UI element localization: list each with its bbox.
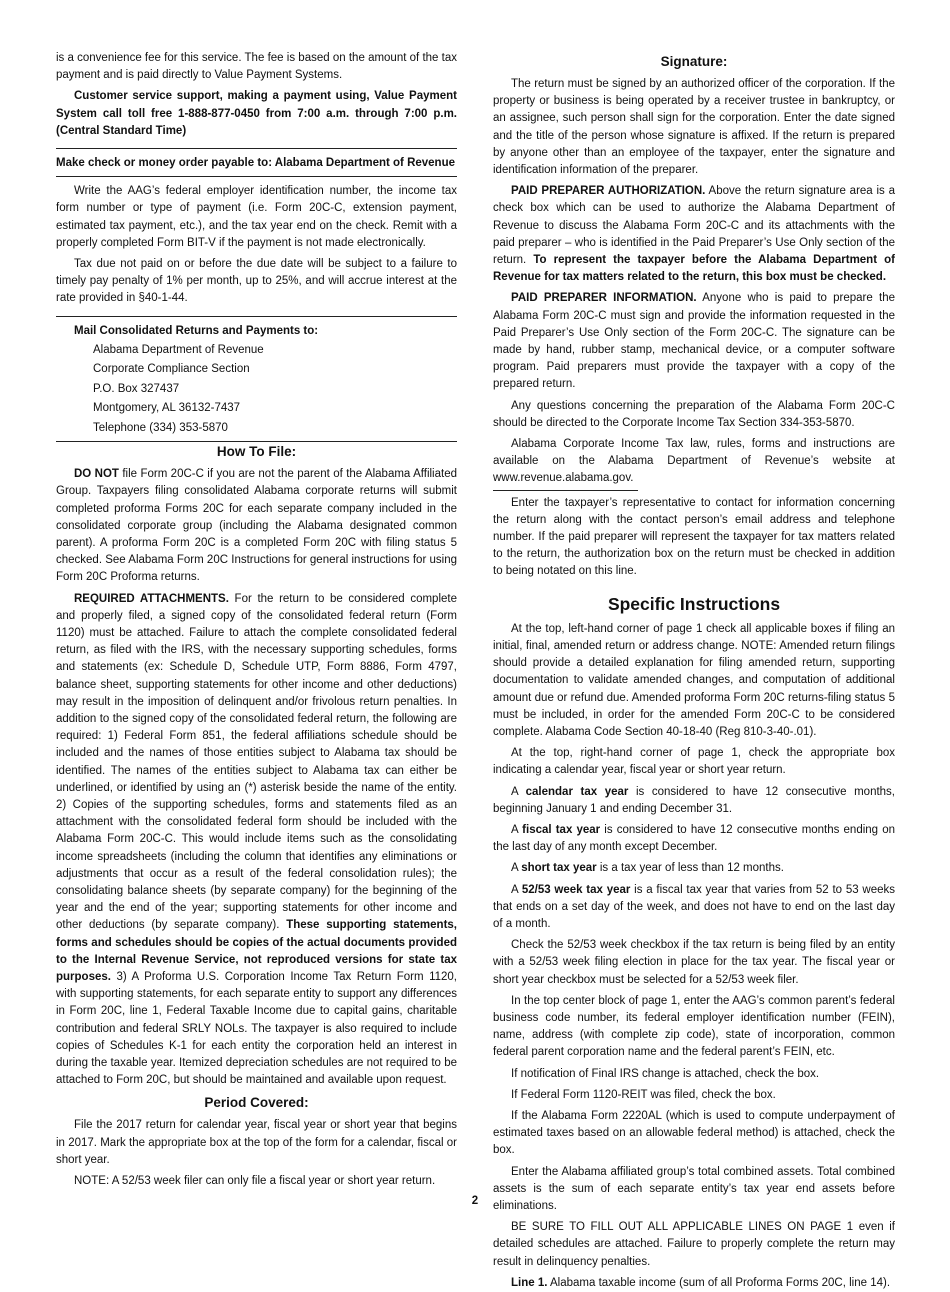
customer-service-paragraph: Customer service support, making a payment using, Value Payment System call toll free 1-888-877-0450 from 7:00 a.m. through 7:00 p.m. (Central Standard Time) — [56, 90, 457, 137]
page-number: 2 — [471, 1195, 479, 1207]
period-note: NOTE: A 52/53 week filer can only file a fiscal year or short year return. — [74, 1175, 436, 1188]
left-column — [56, 50, 457, 1190]
intro-fee-paragraph: is a convenience fee for this service. The fee is based on the amount of the tax payment and is paid directly to Value Payment Systems. — [56, 52, 457, 82]
mail-line: Telephone (334) 353-5870 — [93, 421, 228, 434]
top-center-paragraph: In the top center block of page 1, enter the AAG’s common parent’s federal business code number, its federal employer identification number (FEIN), name, address (with complete zip code), state of incorporation, common federal parent corporation name and the federal parent’s FEIN, etc. — [493, 994, 895, 1059]
mail-heading: Mail Consolidated Returns and Payments to: — [74, 324, 319, 337]
total-assets-paragraph: Enter the Alabama affiliated group’s total combined assets. Total combined assets is the sum of each separate entity’s tax year end assets before eliminations. — [493, 1165, 895, 1212]
questions-paragraph: Any questions concerning the preparation of the Alabama Form 20C-C should be directed to the Corporate Income Tax Section 334-353-5870. — [493, 399, 895, 429]
period-covered-heading: Period Covered: — [204, 1095, 309, 1111]
write-fein-paragraph: Write the AAG’s federal employer identification number, the income tax form number or type of payment (i.e. Form 20C-C, extension payment, estimated tax payment, etc.), and the tax year end on the check. Remit with a properly completed Form BIT-V if the payment is not made electronically. — [56, 185, 457, 249]
signature-heading: Signature: — [660, 54, 728, 69]
right-column — [493, 52, 895, 1292]
period-paragraph: File the 2017 return for calendar year, fiscal year or short year that begins in 2017. Mark the appropriate box at the top of the form for a calendar, fiscal or short year. — [56, 1119, 457, 1166]
final-irs-paragraph: If notification of Final IRS change is attached, check the box. — [511, 1067, 820, 1080]
divider — [493, 490, 638, 491]
form-2220-paragraph: If the Alabama Form 2220AL (which is used to compute underpayment of estimated taxes based on an allowable federal method) is attached, check the box. — [493, 1109, 895, 1157]
mail-line: Montgomery, AL 36132-7437 — [93, 402, 241, 415]
52-53-week-paragraph: A 52/53 week tax year is a fiscal tax year that varies from 52 to 53 weeks that ends on a set day of the week, and does not have to end on the last day of a month. — [493, 883, 895, 930]
mail-line: Alabama Department of Revenue — [93, 343, 264, 356]
reit-paragraph: If Federal Form 1120-REIT was filed, check the box. — [511, 1088, 776, 1101]
representative-paragraph: Enter the taxpayer’s representative to contact for information concerning the return along with the contact person’s email address and telephone number. If the paid preparer will represent the taxpayer for tax matters related to the return, the authorization box on the return must be checked in addition to being notated on this line. — [493, 496, 895, 578]
how-to-file-heading: How To File: — [216, 444, 297, 460]
law-website-paragraph: Alabama Corporate Income Tax law, rules, forms and instructions are available on the Alabama Department of Revenue’s website at www.revenue.alabama.gov. — [493, 438, 895, 485]
tax-due-paragraph: Tax due not paid on or before the due date will be subject to a failure to timely pay penalty of 1% per month, up to 25%, and will accrue interest at the rate provided in §40-1-44. — [56, 258, 457, 305]
paid-preparer-information-paragraph: PAID PREPARER INFORMATION. Anyone who is paid to prepare the Alabama Form 20C-C must sign and provide the information requested in the Paid Preparer’s Use Only section of the Form 20C-C. The signature can be made by hand, rubber stamp, mechanical device, or a computer software program. Paid preparers must provide the taxpayer with a copy of the prepared return. — [493, 292, 896, 391]
mailing-address-box — [56, 316, 457, 443]
top-left-paragraph: At the top, left-hand corner of page 1 check all applicable boxes if filing an initial, final, amended return or address change. NOTE: Amended return filings should provide a detailed explanation for filing amended return, supporting documentation to validate amended changes, and computation of additional amount due or refund due. Amended proforma Form 20C returns-filing status 5 must be included, in order for the amended Form 20C-C to be considered complete. Alabama Code Section 40-18-40 (Reg 810-3-40-.01). — [493, 622, 895, 738]
payable-notice: Make check or money order payable to: Alabama Department of Revenue — [56, 148, 457, 177]
required-attachments-label: REQUIRED ATTACHMENTS. — [74, 592, 229, 605]
mail-line: Corporate Compliance Section — [93, 363, 250, 376]
specific-instructions-heading: Specific Instructions — [607, 593, 781, 614]
required-attachments-paragraph: REQUIRED ATTACHMENTS. For the return to be considered complete and properly filed, a signed copy of the consolidated federal return (Form 1120) must be attached. Failure to attach the complete consolidated federal return, as filed with the IRS, with the necessary supporting schedules, forms and statements (ex: Schedule D, Schedule UTP, Form 8886, Form 4797, balance sheet, supporting statements for other income and other deductions) may result in the imposition of delinquent and/or frivolous return penalties. In addition to the signed copy of the consolidated federal return, the following are required: 1) Federal Form 851, the federal affiliations schedule should be included and the names of those entities subject to Alabama tax should be identified. The names of the entities subject to Alabama tax can either be underlined, or identified by using an (*) asterisk beside the name of the entity. 2) Copies of the supporting schedules, forms and statements filed as an attachment with the consolidated federal form should be included with the Alabama Form 20C-C. This would include items such as the consolidating income spreadsheets (including the column that identifies any eliminations or adjustments that occur as a result of the federal consolidation rules); the consolidating balance sheets (by separate company) for the beginning of the year and the end of the year; supporting statements for other income and other deductions (by separate company). These supporting statements, forms and schedules should be copies of the actual documents provided to the Internal Revenue Service, not reproduced versions for state tax purposes. 3) A Proforma U.S. Corporation Income Tax Return Form 1120, with supporting statements, for each separate entity to support any differences in Form 20C, line 1, Federal Taxable Income due to capital gains, charitable contribution and federal SRLY NOLs. The taxpayer is also required to include copies of Schedules K-1 for each entity the corporation held an interest in during the taxable year. Itemized depreciation schedules are not required to be attached to Form 20C, but should be maintained and available upon request. — [56, 592, 457, 1087]
calendar-year-paragraph: A calendar tax year is considered to have 12 consecutive months, beginning January 1 and ending December 31. — [493, 785, 895, 815]
signature-paragraph: The return must be signed by an authorized officer of the corporation. If the property or business is being operated by a receiver trustee in bankruptcy, or an assignee, such person shall sign for the corporation. Enter the date signed and the title of the person whose signature is affixed. If the return is prepared by anyone other than an employee of the taxpayer, enter the signature and identification information of the preparer. — [493, 78, 895, 177]
top-right-paragraph: At the top, right-hand corner of page 1, check the appropriate box indicating a calendar year, fiscal year or short year return. — [493, 747, 895, 777]
do-not-label: DO NOT — [74, 468, 119, 481]
mail-line: P.O. Box 327437 — [93, 382, 180, 395]
52-53-checkbox-paragraph: Check the 52/53 week checkbox if the tax return is being filed by an entity with a 52/53 week filing election in place for the tax year. The fiscal year or short year checkbox must be selected for a 52/53 week filer. — [493, 939, 895, 986]
line-1-paragraph: Line 1. Alabama taxable income (sum of all Proforma Forms 20C, line 14). — [511, 1276, 891, 1289]
short-year-paragraph: A short tax year is a tax year of less than 12 months. — [511, 862, 784, 875]
paid-preparer-authorization-paragraph: PAID PREPARER AUTHORIZATION. Above the return signature area is a check box which can be used to authorize the Alabama Department of Revenue to discuss the Alabama Form 20C-C and its attachments with the paid preparer – who is identified in the Paid Preparer’s Use Only section of the return. To represent the taxpayer before the Alabama Department of Revenue for tax matters related to the return, this box must be checked. — [493, 185, 895, 284]
fiscal-year-paragraph: A fiscal tax year is considered to have 12 consecutive months ending on the last day of any month except December. — [493, 823, 895, 854]
be-sure-paragraph: BE SURE TO FILL OUT ALL APPLICABLE LINES ON PAGE 1 even if detailed schedules are attached. Failure to properly complete the return may result in delinquency penalties. — [493, 1221, 895, 1268]
do-not-paragraph: DO NOT file Form 20C-C if you are not the parent of the Alabama Affiliated Group. Taxpayers filing consolidated Alabama corporate returns will submit completed proforma Forms 20C for each separate company included in the consolidated corporate group (including the Alabama designated common parent). A proforma Form 20C is a completed Form 20C with filing status 5 checked. See Alabama Form 20C Instructions for general instructions for using Form 20C Proforma returns. — [56, 468, 457, 584]
